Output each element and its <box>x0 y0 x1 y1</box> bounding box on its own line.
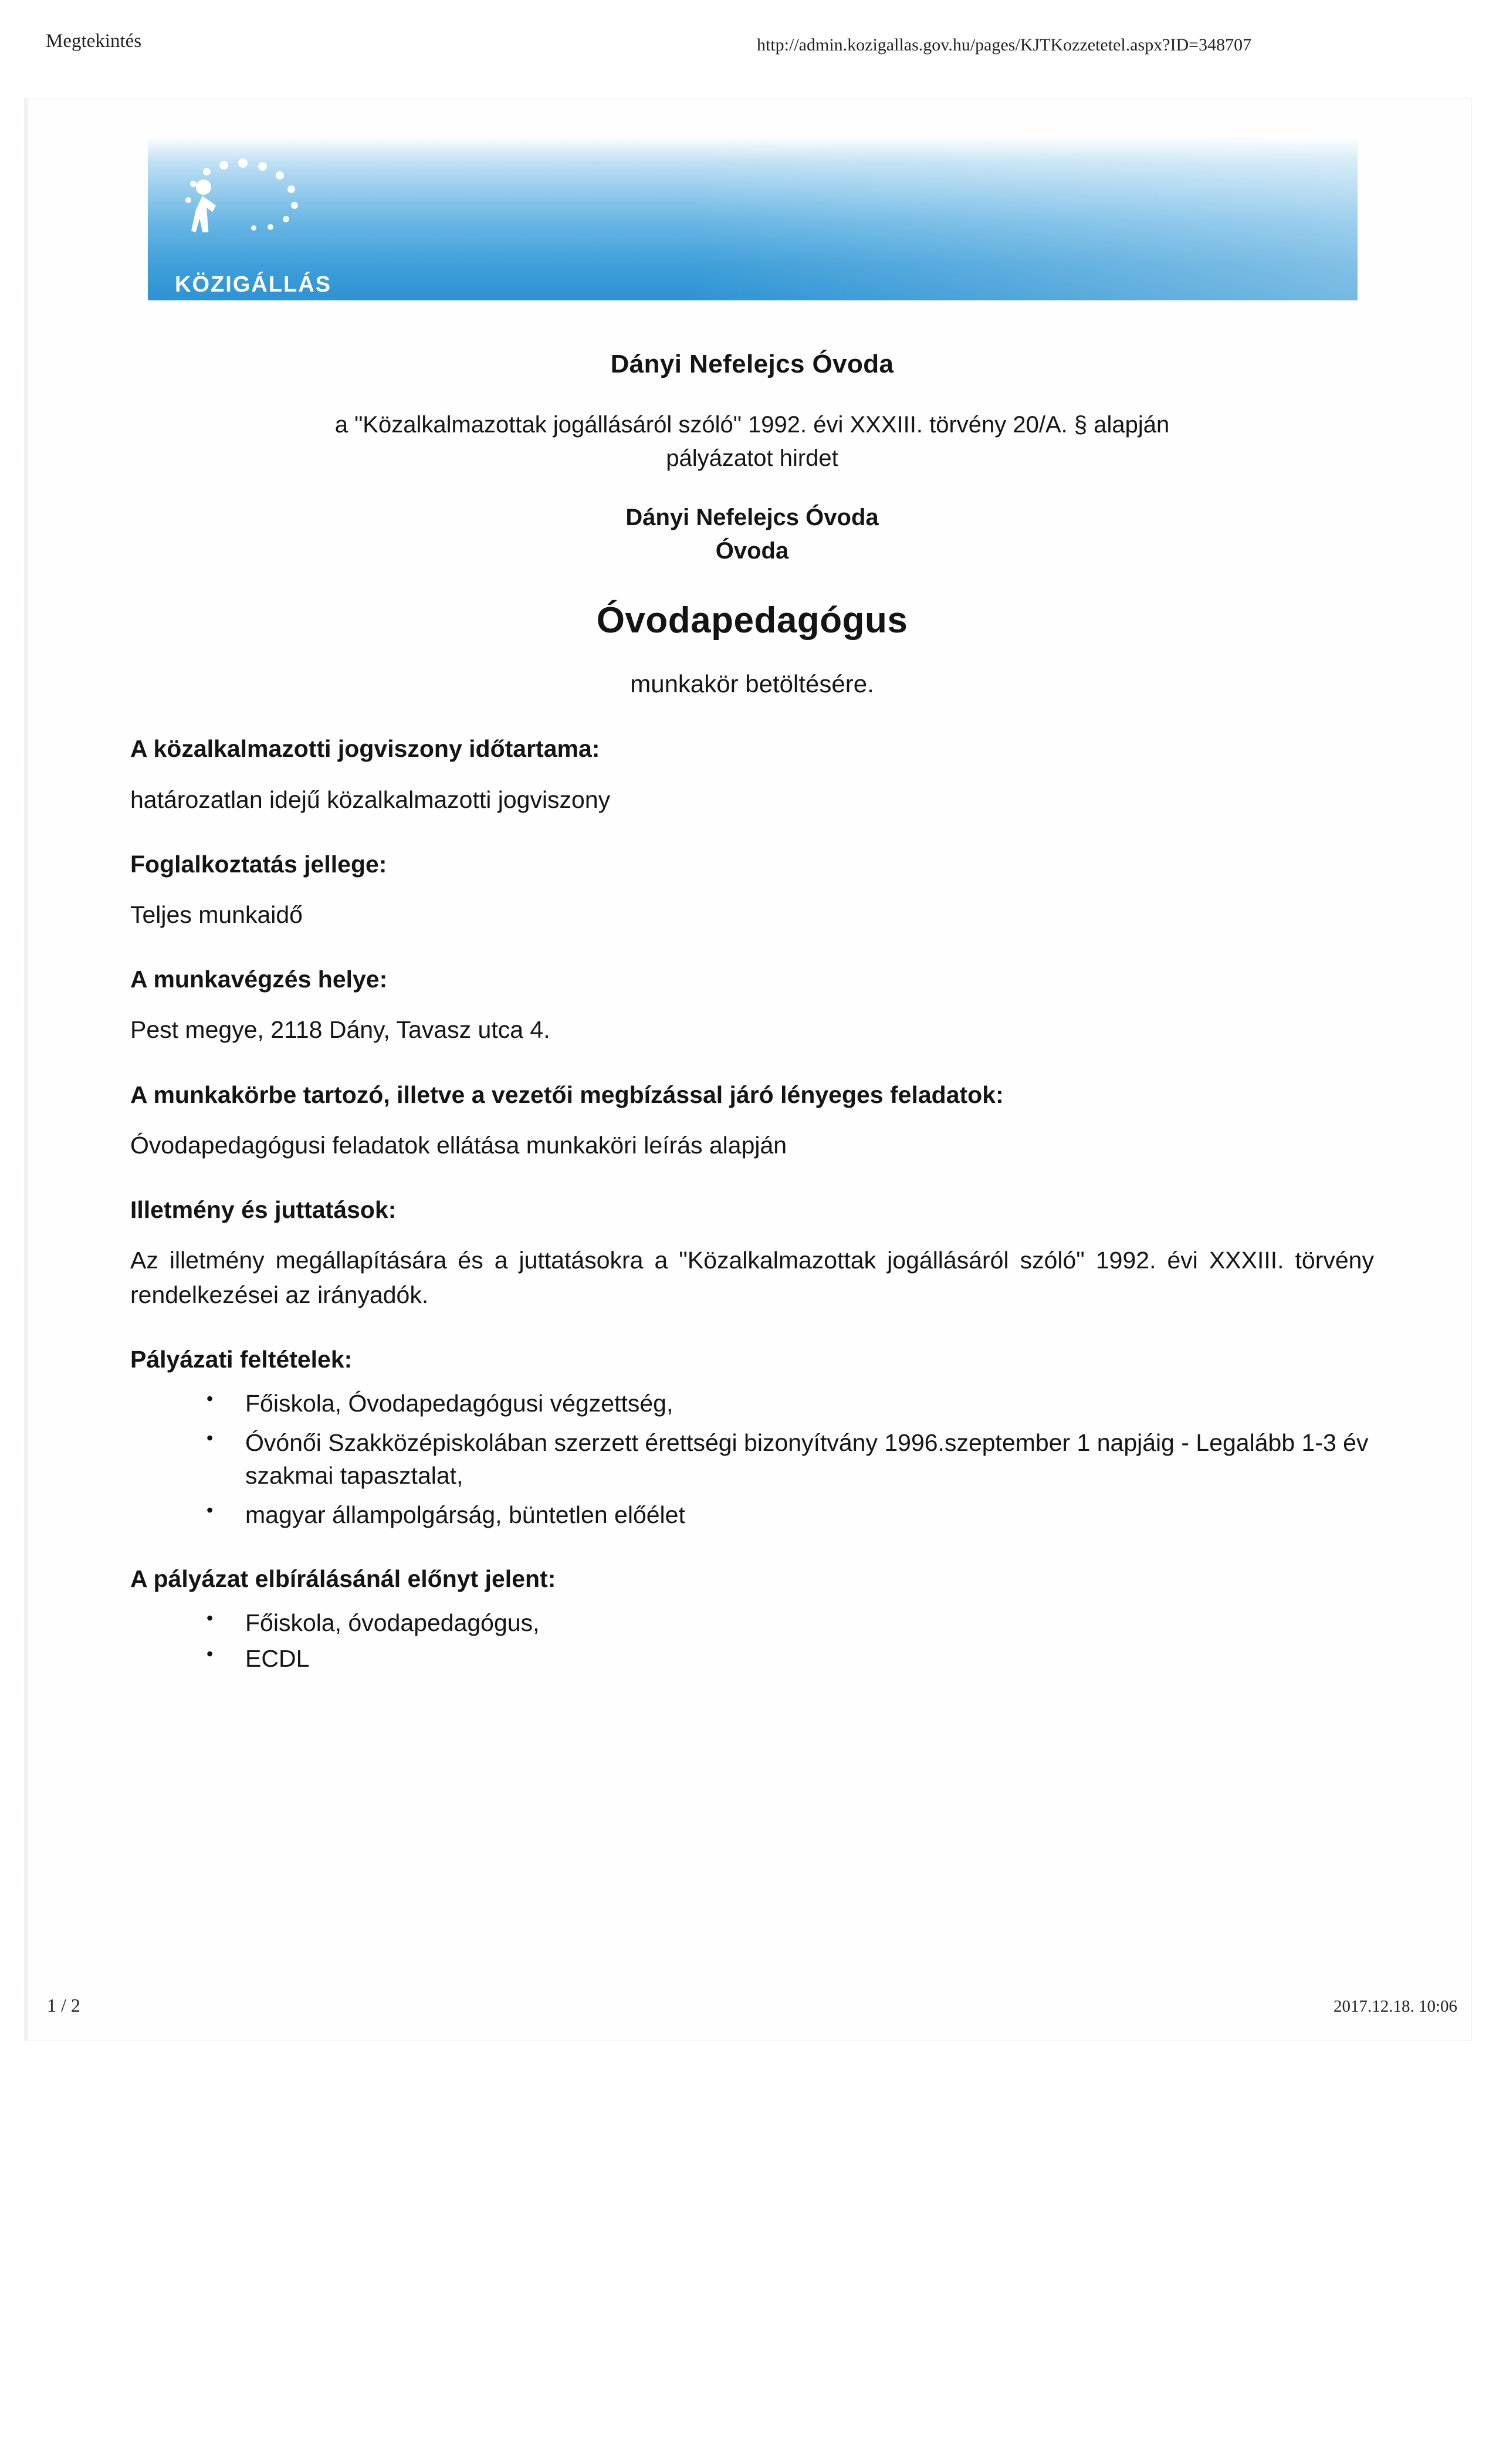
requirements-list <box>130 1387 1374 1531</box>
section-body-salary: Az illetmény megállapítására és a juttatásokra a "Közalkalmazottak jogállásáról szóló" 1992. évi XXXIII. törvény rendelkezései az irányadók. <box>130 1247 1374 1308</box>
section-heading-requirements: Pályázati feltételek: <box>130 1345 353 1373</box>
logo-person-icon <box>187 180 225 236</box>
list-item: • Óvónői Szakközépiskolában szerzett érettségi bizonyítvány 1996.szeptember 1 napjáig - Legalább 1-3 év szakmai tapasztalat, <box>207 1426 1374 1492</box>
employer-name: Dányi Nefelejcs Óvoda <box>625 505 879 531</box>
organization-title: Dányi Nefelejcs Óvoda <box>610 350 894 378</box>
page-number: 1 / 2 <box>47 1995 80 2016</box>
section-heading-salary: Illetmény és juttatások: <box>130 1196 397 1224</box>
legal-intro-line-1: a "Közalkalmazottak jogállásáról szóló" 1992. évi XXXIII. törvény 20/A. § alapján <box>334 412 1170 438</box>
section-heading-advantages: A pályázat elbírálásánál előnyt jelent: <box>130 1565 556 1593</box>
employer-type: Óvoda <box>715 537 789 564</box>
section-heading-employment-type: Foglalkoztatás jellege: <box>130 850 387 878</box>
kozigallas-banner <box>148 136 1358 300</box>
section-heading-employment-duration: A közalkalmazotti jogviszony időtartama: <box>130 735 600 763</box>
job-subtitle: munkakör betöltésére. <box>630 669 874 698</box>
page-edge-shadow <box>25 99 31 2040</box>
legal-intro-line-2: pályázatot hirdet <box>666 445 838 472</box>
list-item: • Főiskola, óvodapedagógus, <box>207 1606 1374 1640</box>
advantages-list <box>130 1606 1374 1675</box>
print-header-url: http://admin.kozigallas.gov.hu/pages/KJTKozzetetel.aspx?ID=348707 <box>757 35 1252 55</box>
print-header-label: Megtekintés <box>46 31 142 52</box>
section-heading-work-location: A munkavégzés helye: <box>130 966 388 993</box>
employer-block <box>130 501 1374 568</box>
job-title: Óvodapedagógus <box>596 600 908 641</box>
section-body-work-location: Pest megye, 2118 Dány, Tavasz utca 4. <box>130 1016 550 1044</box>
job-posting-body <box>130 346 1374 1676</box>
section-heading-duties: A munkakörbe tartozó, illetve a vezetői megbízással járó lényeges feladatok: <box>130 1081 1004 1108</box>
print-header <box>0 31 1496 66</box>
section-body-duties: Óvodapedagógusi feladatok ellátása munkaköri leírás alapján <box>130 1131 787 1159</box>
legal-intro <box>130 408 1374 475</box>
kozigallas-logo-icon <box>164 157 331 297</box>
list-item: • magyar állampolgárság, büntetlen előélet <box>207 1498 1374 1532</box>
print-timestamp: 2017.12.18. 10:06 <box>1333 1997 1457 2016</box>
banner-gradient-overlay <box>692 136 1358 300</box>
section-body-employment-duration: határozatlan idejű közalkalmazotti jogviszony <box>130 786 611 813</box>
list-item: • ECDL <box>207 1642 1374 1676</box>
section-body-employment-type: Teljes munkaidő <box>130 901 303 928</box>
logo-wordmark: KÖZIGÁLLÁS <box>175 272 331 297</box>
list-item: • Főiskola, Óvodapedagógusi végzettség, <box>207 1387 1374 1420</box>
